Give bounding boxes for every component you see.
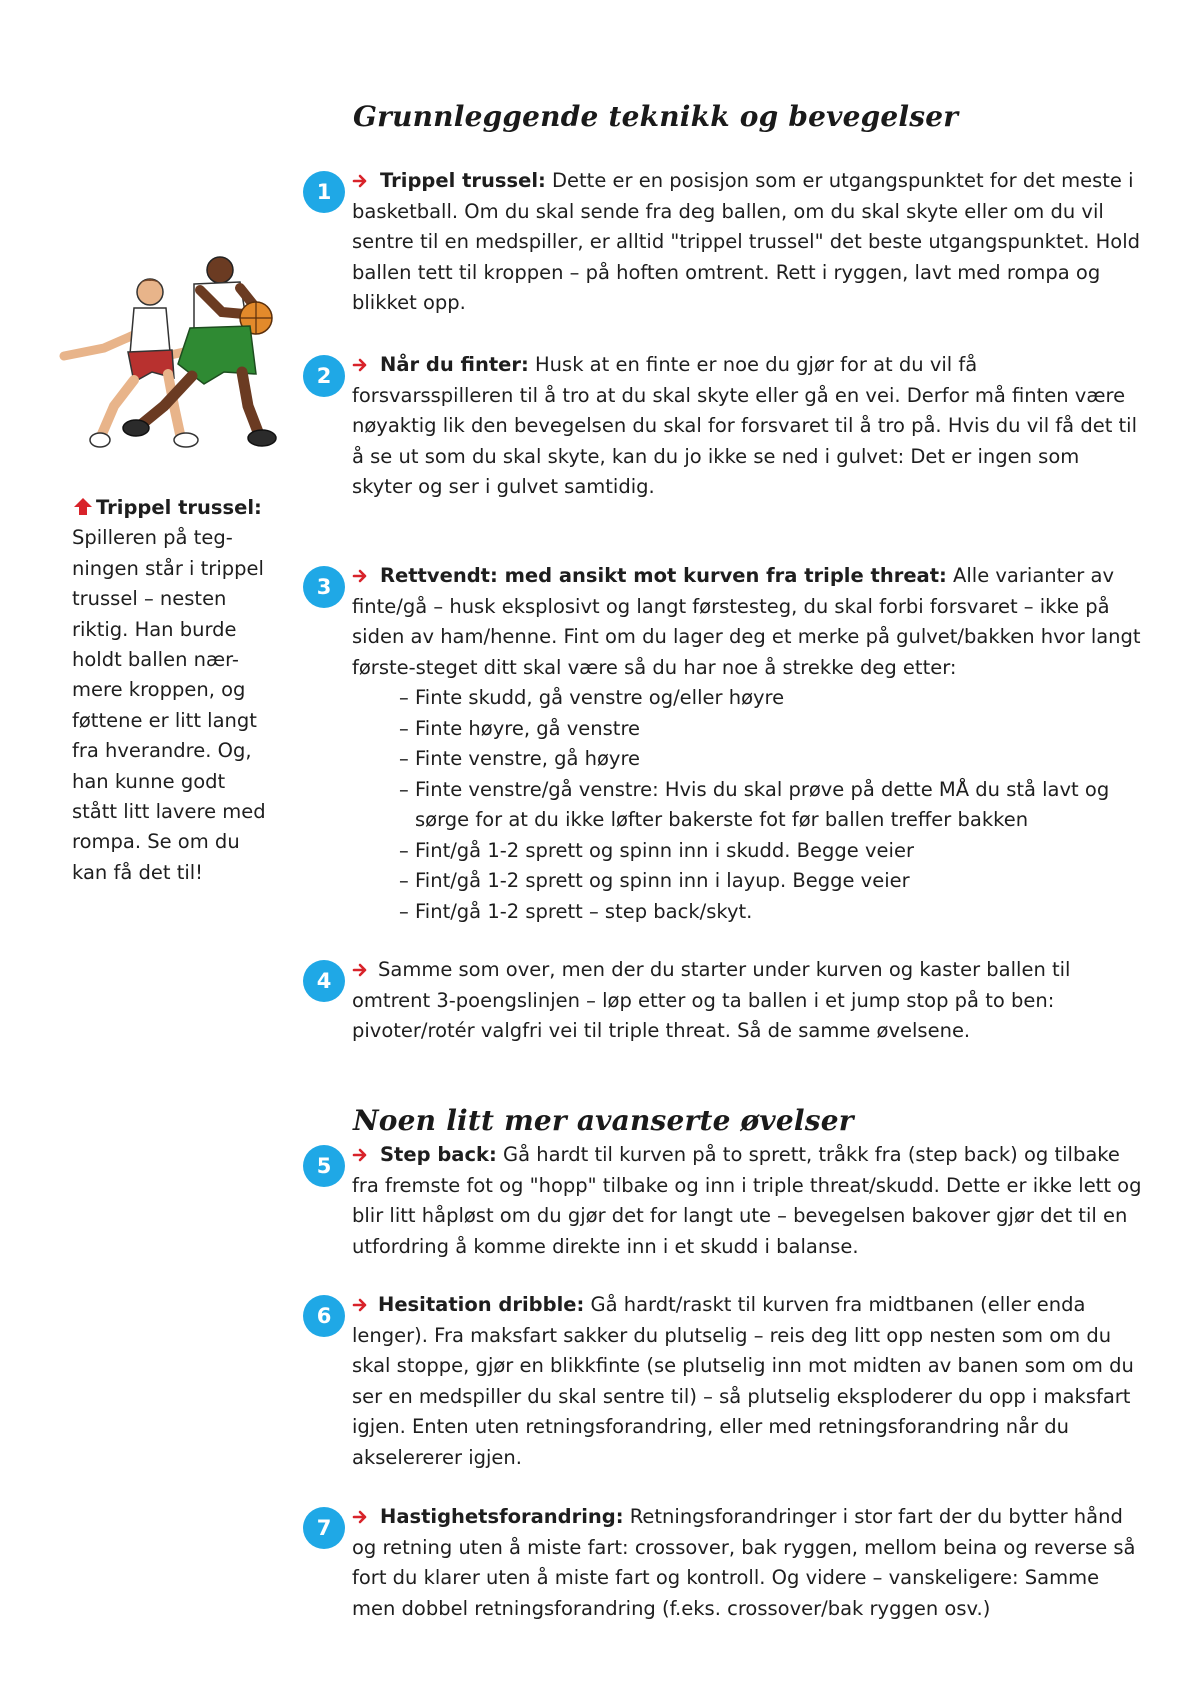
number-badge: 2 <box>303 355 345 397</box>
drill-item: – Finte høyre, gå venstre <box>399 714 1142 745</box>
caption-text: Spilleren på teg-ningen står i trippel trussel – nesten riktig. Han burde holdt ballen nær-mere kroppen, og føttene er litt langt fra hverandre. Og, han kunne godt stått litt lavere med rompa. Se om du kan få det til! <box>72 526 266 884</box>
number-badge: 6 <box>303 1295 345 1337</box>
item-label: Rettvendt: med ansikt mot kurven fra triple threat: <box>380 564 947 587</box>
item-label: Step back: <box>380 1143 497 1166</box>
list-item-hesitation-dribble <box>316 1290 1142 1473</box>
list-item-step-back <box>316 1140 1142 1262</box>
item-text: Samme som over, men der du starter under kurven og kaster ballen til omtrent 3-poengslinjen – løp etter og ta ballen i et jump stop på to ben: pivoter/rotér valgfri vei til triple threat. Så de samme øvelsene. <box>352 958 1071 1042</box>
item-text: Retningsforandringer i stor fart der du bytter hånd og retning uten å miste fart: crossover, bak ryggen, mellom beina og reverse så fort du klarer uten å miste fart og kontroll. Og videre – vanskeligere: Samme men dobbel retningsforandring (f.eks. crossover/bak ryggen osv.) <box>352 1505 1136 1620</box>
number-badge: 3 <box>303 566 345 608</box>
list-item-finter <box>316 350 1142 503</box>
caption-label: Trippel trussel: <box>96 496 262 519</box>
drill-item: – Fint/gå 1-2 sprett og spinn inn i layup. Begge veier <box>399 866 1142 897</box>
drill-item: – Finte venstre, gå høyre <box>399 744 1142 775</box>
list-item-trippel-trussel <box>316 166 1142 319</box>
right-arrow-icon <box>352 568 368 584</box>
item-label: Hastighetsforandring: <box>380 1505 624 1528</box>
basketball-players-illustration <box>44 256 294 466</box>
item-text: Husk at en finte er noe du gjør for at du vil få forsvarsspilleren til å tro at du skal skyte eller gå en vei. Derfor må finten være nøyaktig lik den bevegelsen du skal for forsvaret til å tro på. Hvis du vil få det til å se ut som du skal skyte, kan du jo ikke se ned i gulvet: Det er ingen som skyter og ser i gulvet samtidig. <box>352 353 1138 498</box>
number-badge: 7 <box>303 1507 345 1549</box>
drill-item: – Finte venstre/gå venstre: Hvis du skal prøve på dette MÅ du stå lavt og sørge for at du ikke løfter bakerste fot før ballen treffer bakken <box>399 775 1142 836</box>
drill-item: – Fint/gå 1-2 sprett – step back/skyt. <box>399 897 1142 928</box>
item-text: Alle varianter av finte/gå – husk eksplosivt og langt førstesteg, du skal forbi forsvaret – ikke på siden av ham/henne. Fint om du lager deg et merke på gulvet/bakken hvor langt første-steget ditt skal være så du har noe å strekke deg etter: <box>352 564 1141 679</box>
right-arrow-icon <box>352 357 368 373</box>
section-heading-advanced: Noen litt mer avanserte øvelser <box>353 1104 854 1137</box>
list-item-under-kurven <box>316 955 1142 1047</box>
item-text: Gå hardt til kurven på to sprett, tråkk fra (step back) og tilbake fra fremste fot og "hopp" tilbake og inn i triple threat/skudd. Dette er ikke lett og blir litt håpløst om du gjør det for langt ute – bevegelsen bakover gjør det til en utfordring å komme direkte inn i et skudd i balanse. <box>352 1143 1142 1258</box>
item-label: Når du finter: <box>380 353 529 376</box>
number-badge: 5 <box>303 1145 345 1187</box>
drill-item: – Finte skudd, gå venstre og/eller høyre <box>399 683 1142 714</box>
item-label: Hesitation dribble: <box>378 1293 585 1316</box>
right-arrow-icon <box>352 962 368 978</box>
figure-caption <box>72 493 272 888</box>
drill-list <box>352 683 1142 927</box>
drill-item: – Fint/gå 1-2 sprett og spinn inn i skudd. Begge veier <box>399 836 1142 867</box>
list-item-hastighetsforandring <box>316 1502 1142 1624</box>
item-label: Trippel trussel: <box>380 169 546 192</box>
right-arrow-icon <box>352 1297 368 1313</box>
number-badge: 4 <box>303 960 345 1002</box>
right-arrow-icon <box>352 1509 368 1525</box>
number-badge: 1 <box>303 171 345 213</box>
list-item-rettvendt <box>316 561 1142 927</box>
up-arrow-icon <box>72 496 96 516</box>
item-text: Gå hardt/raskt til kurven fra midtbanen (eller enda lenger). Fra maksfart sakker du plutselig – reis deg litt opp nesten som om du skal stoppe, gjør en blikkfinte (se plutselig inn mot midten av banen som om du ser en medspiller du skal sentre til) – så plutselig eksploderer du opp i maksfart igjen. Enten uten retningsforandring, eller med retningsforandring når du akselererer igjen. <box>352 1293 1134 1469</box>
item-text: Dette er en posisjon som er utgangspunktet for det meste i basketball. Om du skal sende fra deg ballen, om du skal skyte eller om du vil sentre til en medspiller, er alltid "trippel trussel" det beste utgangspunktet. Hold ballen tett til kroppen – på hoften omtrent. Rett i ryggen, lavt med rompa og blikket opp. <box>352 169 1141 314</box>
page-title: Grunnleggende teknikk og bevegelser <box>353 100 959 133</box>
right-arrow-icon <box>352 1147 368 1163</box>
right-arrow-icon <box>352 173 368 189</box>
